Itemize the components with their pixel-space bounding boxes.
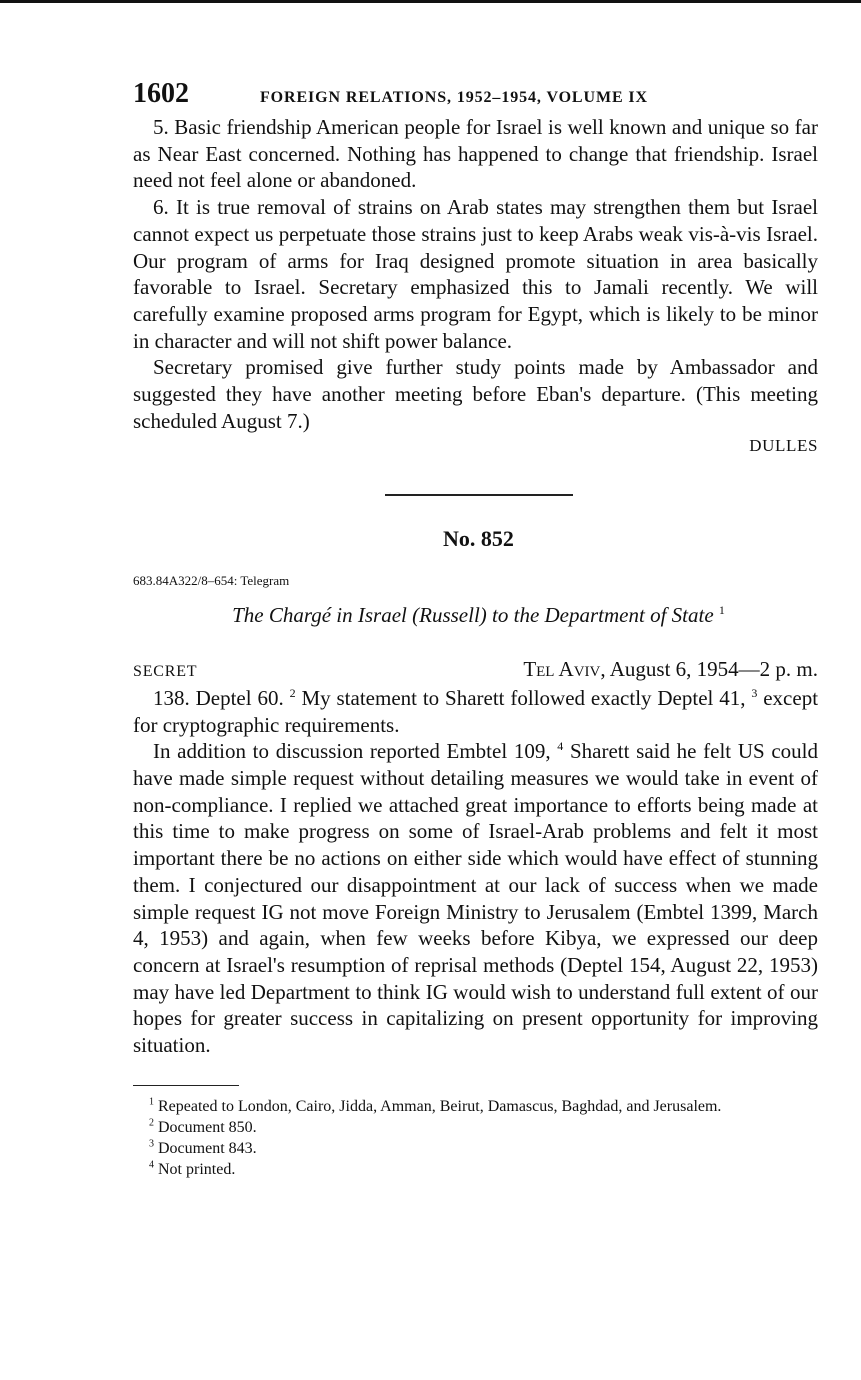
- telegram-paragraph-1: [133, 685, 818, 738]
- telegram-paragraph-2: [133, 738, 818, 1058]
- paragraph-5: 5. Basic friendship American people for Israel is well known and unique so far as Near East concerned. Nothing has happened to change that friendship. Israel need not feel alone or abandoned.: [133, 115, 818, 193]
- running-title: FOREIGN RELATIONS, 1952–1954, VOLUME IX: [260, 89, 649, 106]
- footnote-text: Document 843.: [158, 1140, 257, 1158]
- document-title: [136, 603, 821, 633]
- footnote: [133, 1096, 818, 1117]
- signature: DULLES: [749, 436, 818, 456]
- footnote-number: 4: [149, 1159, 154, 1171]
- paragraph-secretary: Secretary promised give further study points made by Ambassador and suggested they have another meeting before Eban's departure. (This meeting scheduled August 7.): [133, 355, 818, 433]
- top-border: [0, 0, 861, 3]
- place-date: [523, 657, 818, 682]
- dateline: [133, 657, 818, 685]
- footnote-ref-2[interactable]: 2: [289, 685, 296, 700]
- footnote-number: 3: [149, 1138, 154, 1150]
- telegram-para1-text-b: My statement to Sharett followed exactly Deptel 41,: [295, 685, 746, 710]
- page-number: 1602: [133, 78, 189, 109]
- section-divider: [385, 494, 573, 496]
- classification: SECRET: [133, 662, 198, 680]
- footnote: [133, 1159, 818, 1180]
- footnote-number: 2: [149, 1117, 154, 1129]
- footnote-ref-4[interactable]: 4: [557, 739, 564, 754]
- footnote-text: Document 850.: [158, 1119, 257, 1137]
- document-title-text: The Chargé in Israel (Russell) to the Department of State: [232, 602, 714, 627]
- footnote-divider: [133, 1085, 239, 1087]
- page-header: [133, 78, 818, 114]
- telegram-para1-text-c: except for cryptographic requirements.: [133, 685, 819, 737]
- telegram-para2-text-b: Sharett said he felt US could have made simple request without detailing measures we would take in event of non-compliance. I replied we attached great importance to efforts being made at this time to make progress on some of Israel-Arab problems and felt it most important there be no actions on either side which would have effect of stunning them. I conjectured our disappointment at our lack of success when we made simple request IG not move Foreign Ministry to Jerusalem (Embtel 1399, March 4, 1953) and again, when few weeks before Kibya, we expressed our deep concern at Israel's resumption of reprisal methods (Deptel 154, August 22, 1953) may have led Department to think IG would wish to understand full extent of our hopes for greater success in capitalizing on present opportunity for improving situation.: [133, 739, 818, 1058]
- document-page: [133, 78, 818, 1180]
- footnote-ref-3[interactable]: 3: [751, 685, 758, 700]
- place: Tel Aviv: [523, 656, 601, 681]
- telegram-para1-text-a: 138. Deptel 60.: [153, 685, 284, 710]
- footnote-number: 1: [149, 1096, 154, 1108]
- footnote-text: Not printed.: [158, 1161, 236, 1179]
- paragraph-6: 6. It is true removal of strains on Arab states may strengthen them but Israel cannot expect us perpetuate those strains just to keep Arabs weak vis-à-vis Israel. Our program of arms for Iraq designed promote situation in area basically favorable to Israel. Secretary emphasized this to Jamali recently. We will carefully examine proposed arms program for Egypt, which is likely to be minor in character and will not shift power balance.: [133, 195, 818, 353]
- footnote: [133, 1138, 818, 1159]
- footnote: [133, 1117, 818, 1138]
- file-reference: 683.84A322/8–654: Telegram: [133, 572, 290, 588]
- date: , August 6, 1954—2 p. m.: [600, 656, 818, 681]
- telegram-para2-text-a: In addition to discussion reported Embtel 109,: [153, 739, 551, 764]
- footnote-ref-1[interactable]: 1: [718, 602, 725, 617]
- footnote-text: Repeated to London, Cairo, Jidda, Amman, Beirut, Damascus, Baghdad, and Jerusalem.: [158, 1098, 722, 1116]
- document-number: No. 852: [443, 525, 514, 551]
